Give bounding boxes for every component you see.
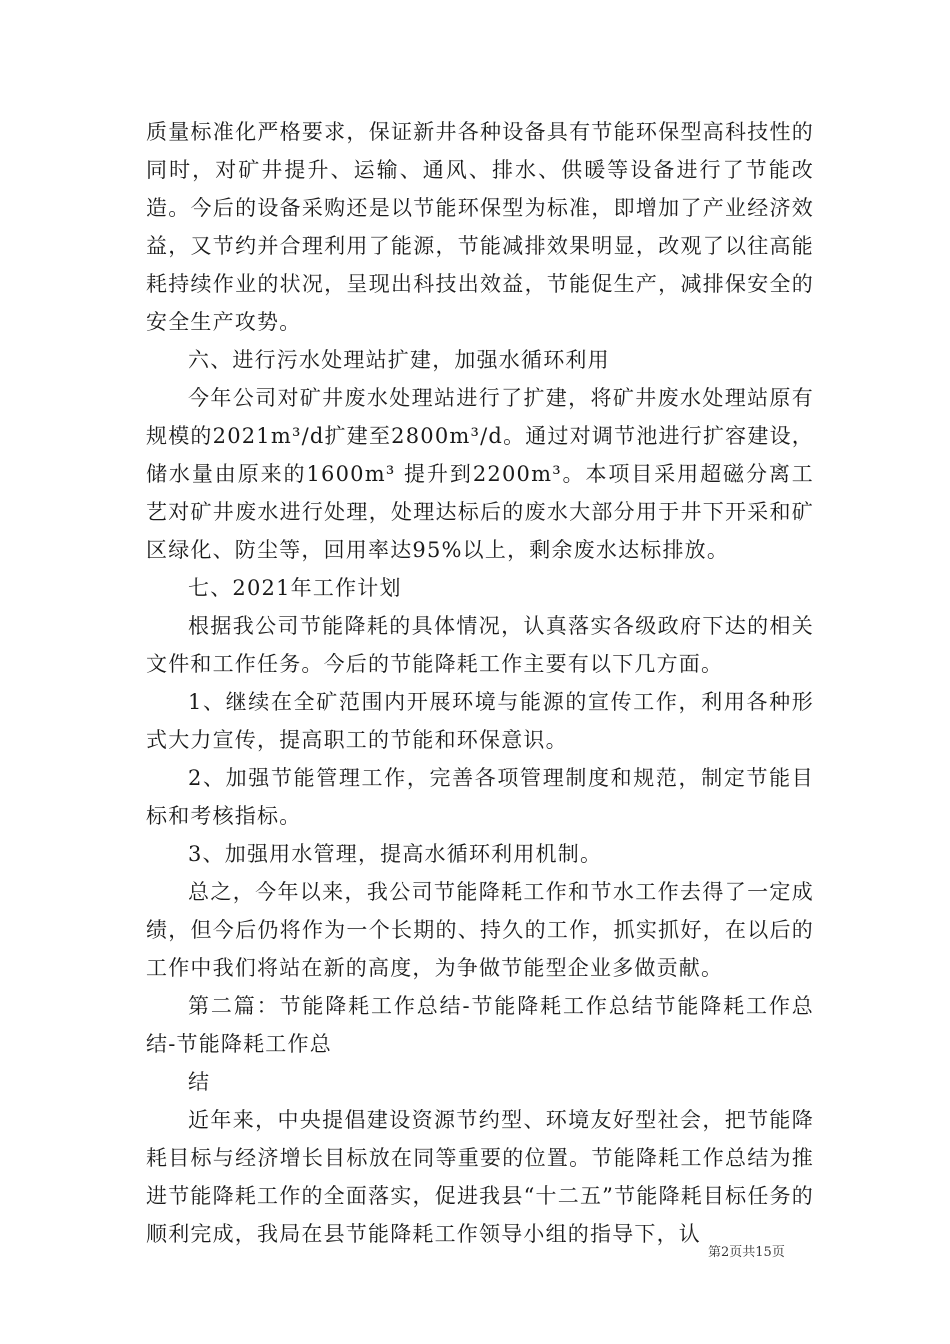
plan-item-2: 2、加强节能管理工作，完善各项管理制度和规范，制定节能目标和考核指标。 — [146, 766, 814, 828]
paragraph-1: 质量标准化严格要求，保证新井各种设备具有节能环保型高科技性的同时，对矿井提升、运输、通风、排水、供暖等设备进行了节能改造。今后的设备采购还是以节能环保型为标准，即增加了产业经济效益，又节约并合理利用了能源，节能减排效果明显，改观了以往高能耗持续作业的状况，呈现出科技出效益，节能促生产，减排保安全的安全生产攻势。 — [146, 120, 814, 334]
chapter-two-heading: 第二篇：节能降耗工作总结-节能降耗工作总结节能降耗工作总结-节能降耗工作总 — [146, 994, 814, 1056]
page-number-footer: 第2页共15页 — [708, 1245, 785, 1260]
paragraph-wastewater: 今年公司对矿井废水处理站进行了扩建，将矿井废水处理站原有规模的2021m³/d扩建至2800m³/d。通过对调节池进行扩容建设，储水量由原来的1600m³ 提升到2200m³。本项目采用超磁分离工艺对矿井废水进行处理，处理达标后的废水大部分用于井下开采和矿区绿化、防尘等，回用率达95%以上，剩余废水达标排放。 — [146, 386, 814, 562]
plan-item-1: 1、继续在全矿范围内开展环境与能源的宣传工作，利用各种形式大力宣传，提高职工的节能和环保意识。 — [146, 690, 814, 752]
chapter-two-heading-tail: 结 — [188, 1070, 211, 1094]
paragraph-plan-intro: 根据我公司节能降耗的具体情况，认真落实各级政府下达的相关文件和工作任务。今后的节能降耗工作主要有以下几方面。 — [146, 614, 814, 676]
document-body — [146, 113, 814, 1253]
section-heading-6: 六、进行污水处理站扩建，加强水循环利用 — [188, 348, 610, 372]
section-heading-7: 七、2021年工作计划 — [188, 576, 402, 600]
paragraph-chapter-two-intro: 近年来，中央提倡建设资源节约型、环境友好型社会，把节能降耗目标与经济增长目标放在同等重要的位置。节能降耗工作总结为推进节能降耗工作的全面落实，促进我县“十二五”节能降耗目标任务的顺利完成，我局在县节能降耗工作领导小组的指导下，认 — [146, 1108, 814, 1246]
plan-item-3: 3、加强用水管理，提高水循环利用机制。 — [188, 842, 603, 866]
paragraph-summary: 总之，今年以来，我公司节能降耗工作和节水工作去得了一定成绩，但今后仍将作为一个长期的、持久的工作，抓实抓好，在以后的工作中我们将站在新的高度，为争做节能型企业多做贡献。 — [146, 880, 814, 980]
